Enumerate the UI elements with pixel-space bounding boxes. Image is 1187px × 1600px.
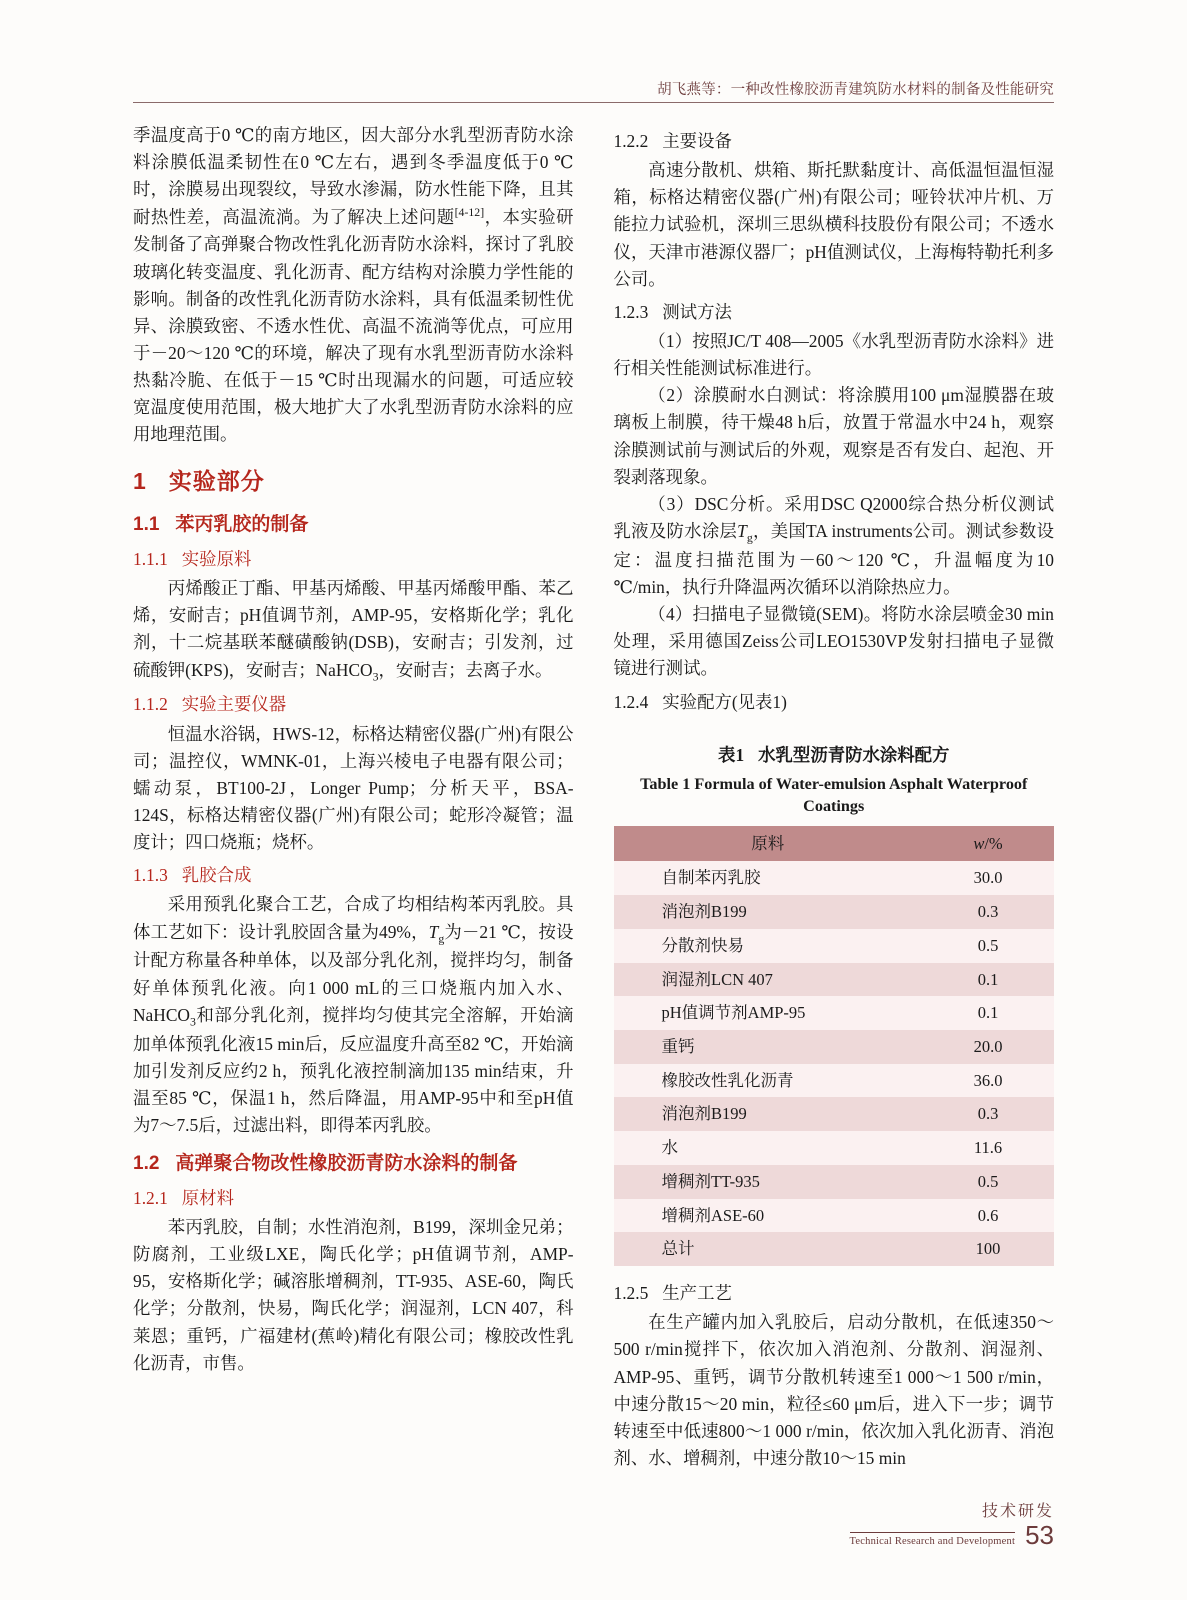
right-column (614, 122, 1055, 1510)
section-number: 1.2.1 (133, 1187, 168, 1208)
page-number: 53 (1025, 1520, 1054, 1550)
table-row (614, 996, 1055, 1030)
subscript: g (746, 530, 753, 545)
section-number: 1 (133, 468, 147, 495)
section-heading-1-2-5 (614, 1280, 1055, 1307)
section-number: 1.1.1 (133, 548, 168, 569)
table-row (614, 895, 1055, 929)
cell-value: 0.5 (922, 1165, 1054, 1199)
italic-T: T (737, 520, 747, 541)
table-caption-cn (614, 742, 1055, 769)
section-heading-1-2-4 (614, 689, 1055, 716)
subscript: g (438, 931, 445, 946)
section-number: 1.1.2 (133, 694, 168, 715)
section-heading-1-1 (133, 510, 574, 540)
section-title: 实验配方(见表1) (662, 691, 787, 712)
cell-material: 增稠剂ASE-60 (614, 1199, 923, 1233)
section-number: 1.2 (133, 1153, 160, 1175)
paragraph-test-method-3: （3）DSC分析。采用DSC Q2000综合热分析仪测试乳液及防水涂层$T_g$，美国TA instruments公司。测试参数设定：温度扫描范围为－60～120 ℃，升温幅度为10 ℃/min，执行升降温两次循环以消除热应力。 (613, 493, 1054, 598)
cell-material: 重钙 (614, 1030, 923, 1064)
table-caption-en: Table 1 Formula of Water-emulsion Asphalt Waterproof Coatings (640, 774, 1028, 816)
section-heading-1-1-1 (133, 546, 574, 573)
footer-section-en: Technical Research and Development (850, 1532, 1016, 1548)
formula-table (614, 826, 1055, 1267)
cell-value: 0.1 (922, 996, 1054, 1030)
subscript: 3 (372, 669, 379, 684)
cell-material: 橡胶改性乳化沥青 (614, 1064, 923, 1098)
italic-T: T (428, 921, 439, 942)
subscript: 3 (190, 1014, 196, 1029)
section-number: 1.2.2 (613, 131, 649, 151)
cell-material: 自制苯丙乳胶 (614, 861, 923, 895)
paragraph-raw-materials: 苯丙乳胶，自制；水性消泡剂，B199，深圳金兄弟；防腐剂，工业级LXE，陶氏化学；pH值调节剂，AMP-95，安格斯化学；碱溶胀增稠剂，TT-935、ASE-60，陶氏化学；分散剂，快易，陶氏化学；润湿剂，LCN 407，科莱恩；重钙，广福建材(蕉岭)精化有限公司；橡胶改性乳化沥青，市售。 (133, 1217, 574, 1373)
two-column-body (133, 122, 1054, 1510)
table-header-row (614, 826, 1055, 862)
table-row (614, 1097, 1055, 1131)
table-row (614, 929, 1055, 963)
paragraph-test-method-1: （1）按照JC/T 408—2005《水乳型沥青防水涂料》进行相关性能测试标准进行。 (613, 330, 1054, 379)
table-title-cn: 水乳型沥青防水涂料配方 (758, 744, 950, 765)
cell-value: 11.6 (922, 1131, 1054, 1165)
paragraph-synthesis: 采用预乳化聚合工艺，合成了均相结构苯丙乳胶。具体工艺如下：设计乳胶固含量为49%，$T_g$为－21 ℃，按设计配方称量各种单体，以及部分乳化剂，搅拌均匀，制备好单体预乳化液。向1 000 mL的三口烧瓶内加入水、NaHCO$_3$和部分乳化剂，搅拌均匀使其完全溶解，开始滴加单体预乳化液15 min后，反应温度升高至82 ℃，开始滴加引发剂反应约2 h，预乳化液控制滴加135 min结束，升温至85 ℃，保温1 h，然后降温，用AMP-95中和至pH值为7～7.5后，过滤出料，即得苯丙乳胶。 (133, 894, 574, 1136)
cell-material: 消泡剂B199 (614, 1097, 923, 1131)
section-number: 1.2.3 (613, 301, 649, 322)
cell-material: 总计 (614, 1232, 923, 1266)
paragraph-test-method-4: （4）扫描电子显微镜(SEM)。将防水涂层喷金30 min处理，采用德国Zeiss公司LEO1530VP发射扫描电子显微镜进行测试。 (613, 604, 1054, 679)
table-row (614, 1030, 1055, 1064)
table-row (614, 963, 1055, 997)
section-number: 1.2.5 (613, 1283, 649, 1304)
cell-value: 0.3 (922, 895, 1054, 929)
footer-bottom-row (850, 1522, 1054, 1548)
spacer (614, 1266, 1055, 1274)
footer-section-cn: 技术研发 (981, 1503, 1054, 1520)
cell-material: 增稠剂TT-935 (614, 1165, 923, 1199)
cell-value: 30.0 (922, 861, 1054, 895)
left-column (133, 122, 574, 1510)
cell-material: 润湿剂LCN 407 (614, 963, 923, 997)
paragraph-production-process: 在生产罐内加入乳胶后，启动分散机，在低速350～500 r/min搅拌下，依次加入消泡剂、分散剂、润湿剂、AMP-95、重钙，调节分散机转速至1 000～1 500 r/min，中速分散15～20 min，粒径≤60 μm后，进入下一步；调节转速至中低速800～1 000 r/min，依次加入乳化沥青、消泡剂、水、增稠剂，中速分散10～15 min (613, 1312, 1054, 1468)
section-heading-1-2-1 (133, 1185, 574, 1212)
section-title: 实验原料 (181, 548, 252, 569)
table-row (614, 1064, 1055, 1098)
cell-material: 消泡剂B199 (614, 895, 923, 929)
cell-material: pH值调节剂AMP-95 (614, 996, 923, 1030)
running-header: 胡飞燕等：一种改性橡胶沥青建筑防水材料的制备及性能研究 (657, 82, 1054, 98)
section-title: 生产工艺 (662, 1283, 732, 1304)
cell-value: 20.0 (922, 1030, 1054, 1064)
table-label: 表1 (718, 744, 745, 765)
section-title: 实验主要仪器 (181, 694, 287, 715)
section-number: 1.2.4 (613, 691, 649, 712)
header-divider (133, 102, 1054, 103)
section-heading-1 (133, 464, 574, 500)
intro-paragraph: 季温度高于0 ℃的南方地区，因大部分水乳型沥青防水涂料涂膜低温柔韧性在0 ℃左右，遇到冬季温度低于0 ℃时，涂膜易出现裂纹，导致水渗漏，防水性能下降，且其耐热性差，高温流淌。为了解决上述问题[4-12]，本实验研发制备了高弹聚合物改性乳化沥青防水涂料，探讨了乳胶玻璃化转变温度、乳化沥青、配方结构对涂膜力学性能的影响。制备的改性乳化沥青防水涂料，具有低温柔韧性优异、涂膜致密、不透水性优、高温不流淌等优点，可应用于－20～120 ℃的环境，解决了现有水乳型沥青防水涂料热黏冷脆、在低于－15 ℃时出现漏水的问题，可适应较宽温度使用范围，极大地扩大了水乳型沥青防水涂料的应用地理范围。 (133, 125, 574, 445)
section-heading-1-2 (133, 1149, 574, 1179)
section-heading-1-2-3 (614, 299, 1055, 326)
section-title: 高弹聚合物改性橡胶沥青防水涂料的制备 (175, 1153, 518, 1175)
cell-material: 水 (614, 1131, 923, 1165)
section-heading-1-1-2 (133, 691, 574, 718)
table-row (614, 1165, 1055, 1199)
section-heading-1-2-2 (614, 128, 1055, 155)
cell-value: 0.3 (922, 1097, 1054, 1131)
table-row (614, 1232, 1055, 1266)
page-footer (850, 1502, 1054, 1548)
section-title: 测试方法 (662, 301, 732, 322)
cell-material: 分散剂快易 (614, 929, 923, 963)
column-header-weight: w/% (922, 826, 1054, 862)
table-row (614, 1131, 1055, 1165)
section-title: 原材料 (181, 1187, 234, 1208)
cell-value: 0.6 (922, 1199, 1054, 1233)
cell-value: 0.1 (922, 963, 1054, 997)
paragraph-test-method-2: （2）涂膜耐水白测试：将涂膜用100 μm湿膜器在玻璃板上制膜，待干燥48 h后，放置于常温水中24 h，观察涂膜测试前与测试后的外观，观察是否有发白、起泡、开裂剥落现象。 (613, 385, 1054, 487)
cell-value: 100 (922, 1232, 1054, 1266)
paragraph-materials: 丙烯酸正丁酯、甲基丙烯酸、甲基丙烯酸甲酯、苯乙烯，安耐吉；pH值调节剂，AMP-95，安格斯化学；乳化剂，十二烷基联苯醚磺酸钠(DSB)，安耐吉；引发剂，过硫酸钾(KPS)，安耐吉；NaHCO$_3$，安耐吉；去离子水。 (133, 578, 574, 684)
column-header-material: 原料 (614, 826, 923, 862)
paragraph-instruments: 恒温水浴锅，HWS-12，标格达精密仪器(广州)有限公司；温控仪，WMNK-01，上海兴棱电子电器有限公司；蠕动泵，BT100-2J，Longer Pump；分析天平，BSA-124S，标格达精密仪器(广州)有限公司；蛇形冷凝管；温度计；四口烧瓶；烧杯。 (133, 723, 574, 853)
section-title: 乳胶合成 (181, 865, 252, 886)
cell-value: 0.5 (922, 929, 1054, 963)
section-heading-1-1-3 (133, 862, 574, 889)
table-row (614, 861, 1055, 895)
section-title: 苯丙乳胶的制备 (175, 514, 309, 536)
section-number: 1.1 (133, 514, 160, 536)
paragraph-equipment: 高速分散机、烘箱、斯托默黏度计、高低温恒温恒湿箱，标格达精密仪器(广州)有限公司；哑铃状冲片机、万能拉力试验机，深圳三思纵横科技股份有限公司；不透水仪，天津市港源仪器厂；pH值测试仪，上海梅特勒托利多公司。 (613, 160, 1054, 289)
section-number: 1.1.3 (133, 865, 168, 886)
table-row (614, 1199, 1055, 1233)
section-title: 主要设备 (662, 131, 732, 151)
cell-value: 36.0 (922, 1064, 1054, 1098)
citation-ref: [4-12] (454, 205, 485, 220)
section-title: 实验部分 (168, 468, 265, 495)
